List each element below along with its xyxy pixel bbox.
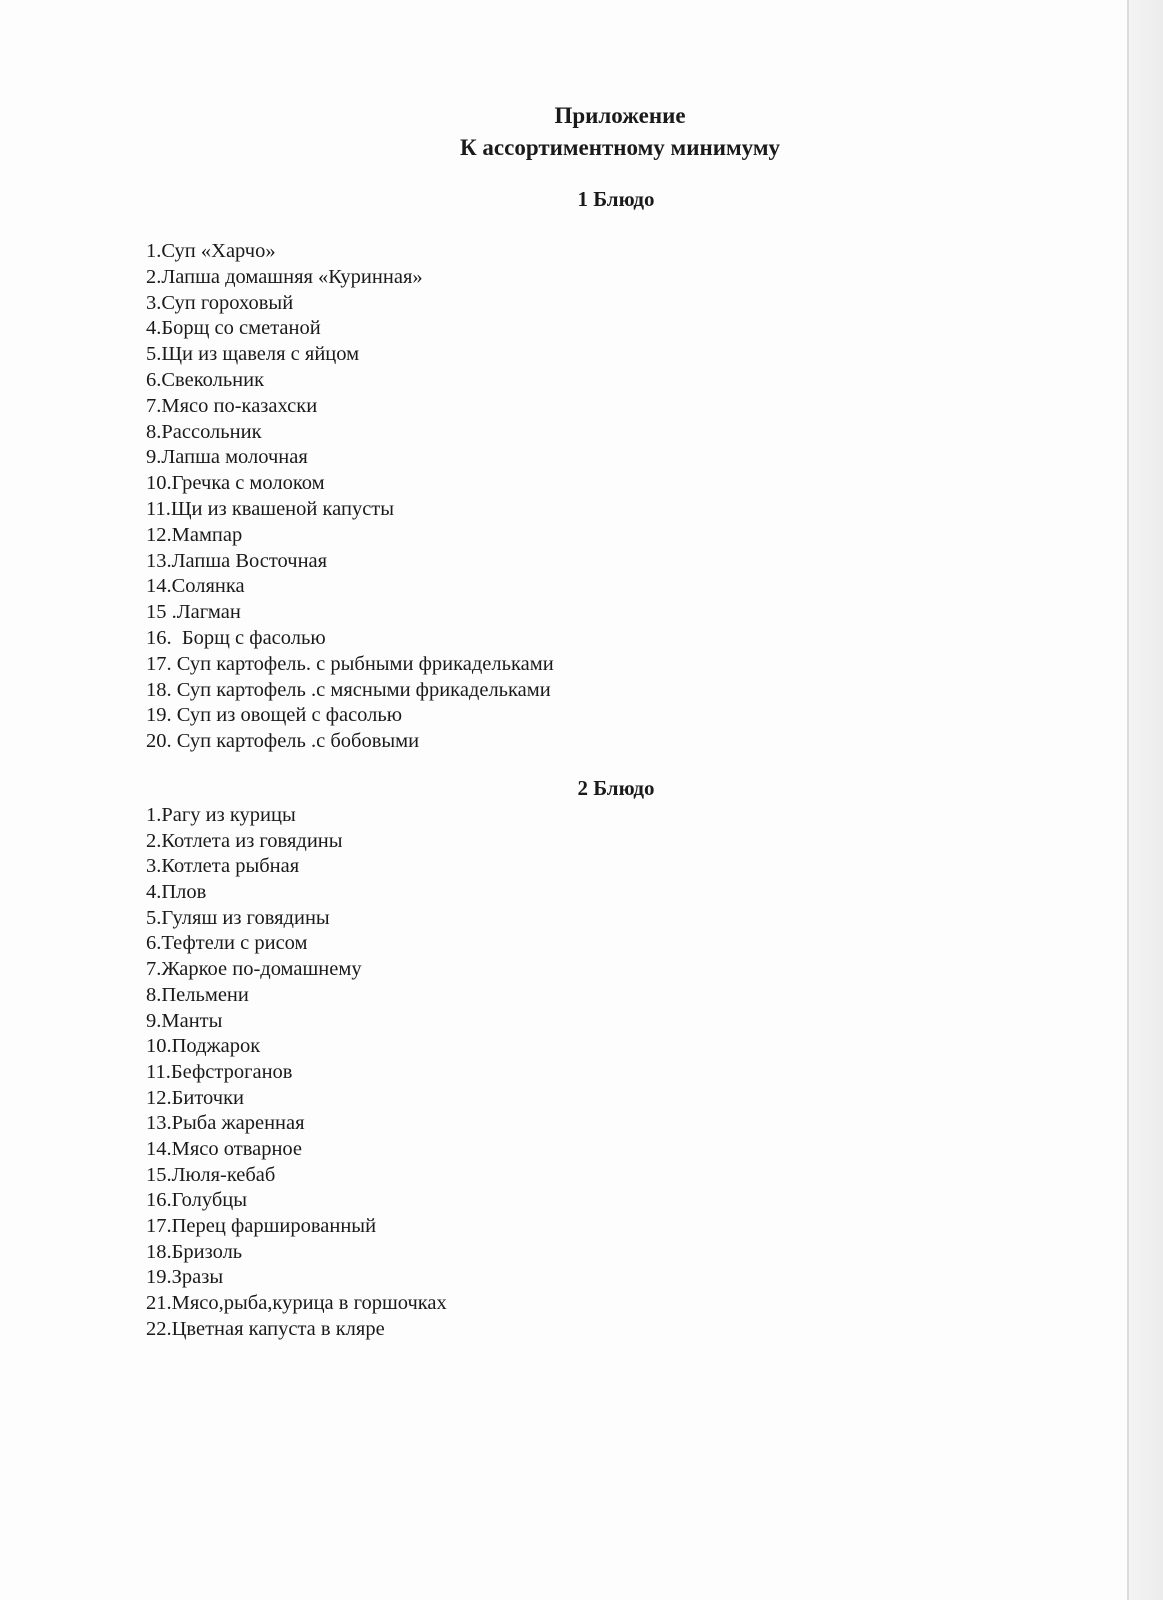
list-item: 13.Лапша Восточная — [146, 549, 328, 572]
list-item: 9.Манты — [146, 1009, 223, 1032]
list-item: 12.Биточки — [146, 1086, 245, 1109]
list-item: 4.Борщ со сметаной — [146, 317, 321, 340]
list-item: 1.Суп «Харчо» — [146, 240, 276, 262]
list-item: 10.Поджарок — [146, 1035, 261, 1058]
list-item: 1.Рагу из курицы — [146, 804, 296, 826]
section-heading-first-course: 1 Блюдо — [577, 187, 655, 211]
list-item: 5.Щи из щавеля с яйцом — [146, 343, 360, 366]
section-heading-second-course: 2 Блюдо — [577, 776, 655, 800]
list-item: 15.Люля-кебаб — [146, 1163, 276, 1186]
list-item: 9.Лапша молочная — [146, 446, 308, 469]
second-course-list — [146, 803, 447, 1342]
document-title: Приложение — [554, 103, 686, 128]
list-item: 22.Цветная капуста в кляре — [146, 1317, 385, 1340]
list-item: 3.Суп гороховый — [146, 291, 294, 314]
list-item: 13.Рыба жаренная — [146, 1112, 305, 1135]
list-item: 18.Бризоль — [146, 1240, 243, 1263]
list-item: 3.Котлета рыбная — [146, 855, 300, 878]
list-item: 10.Гречка с молоком — [146, 472, 325, 495]
list-item: 17.Перец фаршированный — [146, 1215, 377, 1237]
list-item: 2.Лапша домашняя «Куринная» — [146, 265, 423, 288]
first-course-list — [146, 239, 554, 755]
list-item: 7.Жаркое по-домашнему — [146, 958, 362, 981]
list-item: 7.Мясо по-казахски — [146, 394, 318, 417]
list-item: 6.Тефтели с рисом — [146, 932, 308, 955]
list-item: 11.Щи из квашеной капусты — [146, 497, 395, 520]
list-item: 6.Свекольник — [146, 368, 265, 391]
list-item: 11.Бефстроганов — [146, 1060, 293, 1083]
list-item: 14.Солянка — [146, 575, 245, 598]
list-item: 14.Мясо отварное — [146, 1137, 303, 1160]
list-item: 18. Суп картофель .с мясными фрикадельками — [146, 678, 551, 701]
list-item: 12.Мампар — [146, 523, 243, 546]
list-item: 8.Пельмени — [146, 983, 249, 1006]
list-item: 19. Суп из овощей с фасолью — [146, 704, 403, 727]
list-item: 19.Зразы — [146, 1266, 224, 1289]
list-item: 21.Мясо,рыба,курица в горшочках — [146, 1292, 447, 1315]
list-item: 2.Котлета из говядины — [146, 829, 343, 852]
list-item: 5.Гуляш из говядины — [146, 906, 330, 929]
list-item: 16. Борщ с фасолью — [146, 626, 326, 649]
list-item: 15 .Лагман — [146, 601, 241, 624]
list-item: 16.Голубцы — [146, 1189, 248, 1212]
list-item: 4.Плов — [146, 881, 207, 904]
list-item: 8.Рассольник — [146, 420, 262, 443]
list-item: 20. Суп картофель .с бобовыми — [146, 730, 420, 753]
list-item: 17. Суп картофель. с рыбными фрикадельками — [146, 652, 554, 675]
document-subtitle: К ассортиментному минимуму — [460, 135, 780, 160]
